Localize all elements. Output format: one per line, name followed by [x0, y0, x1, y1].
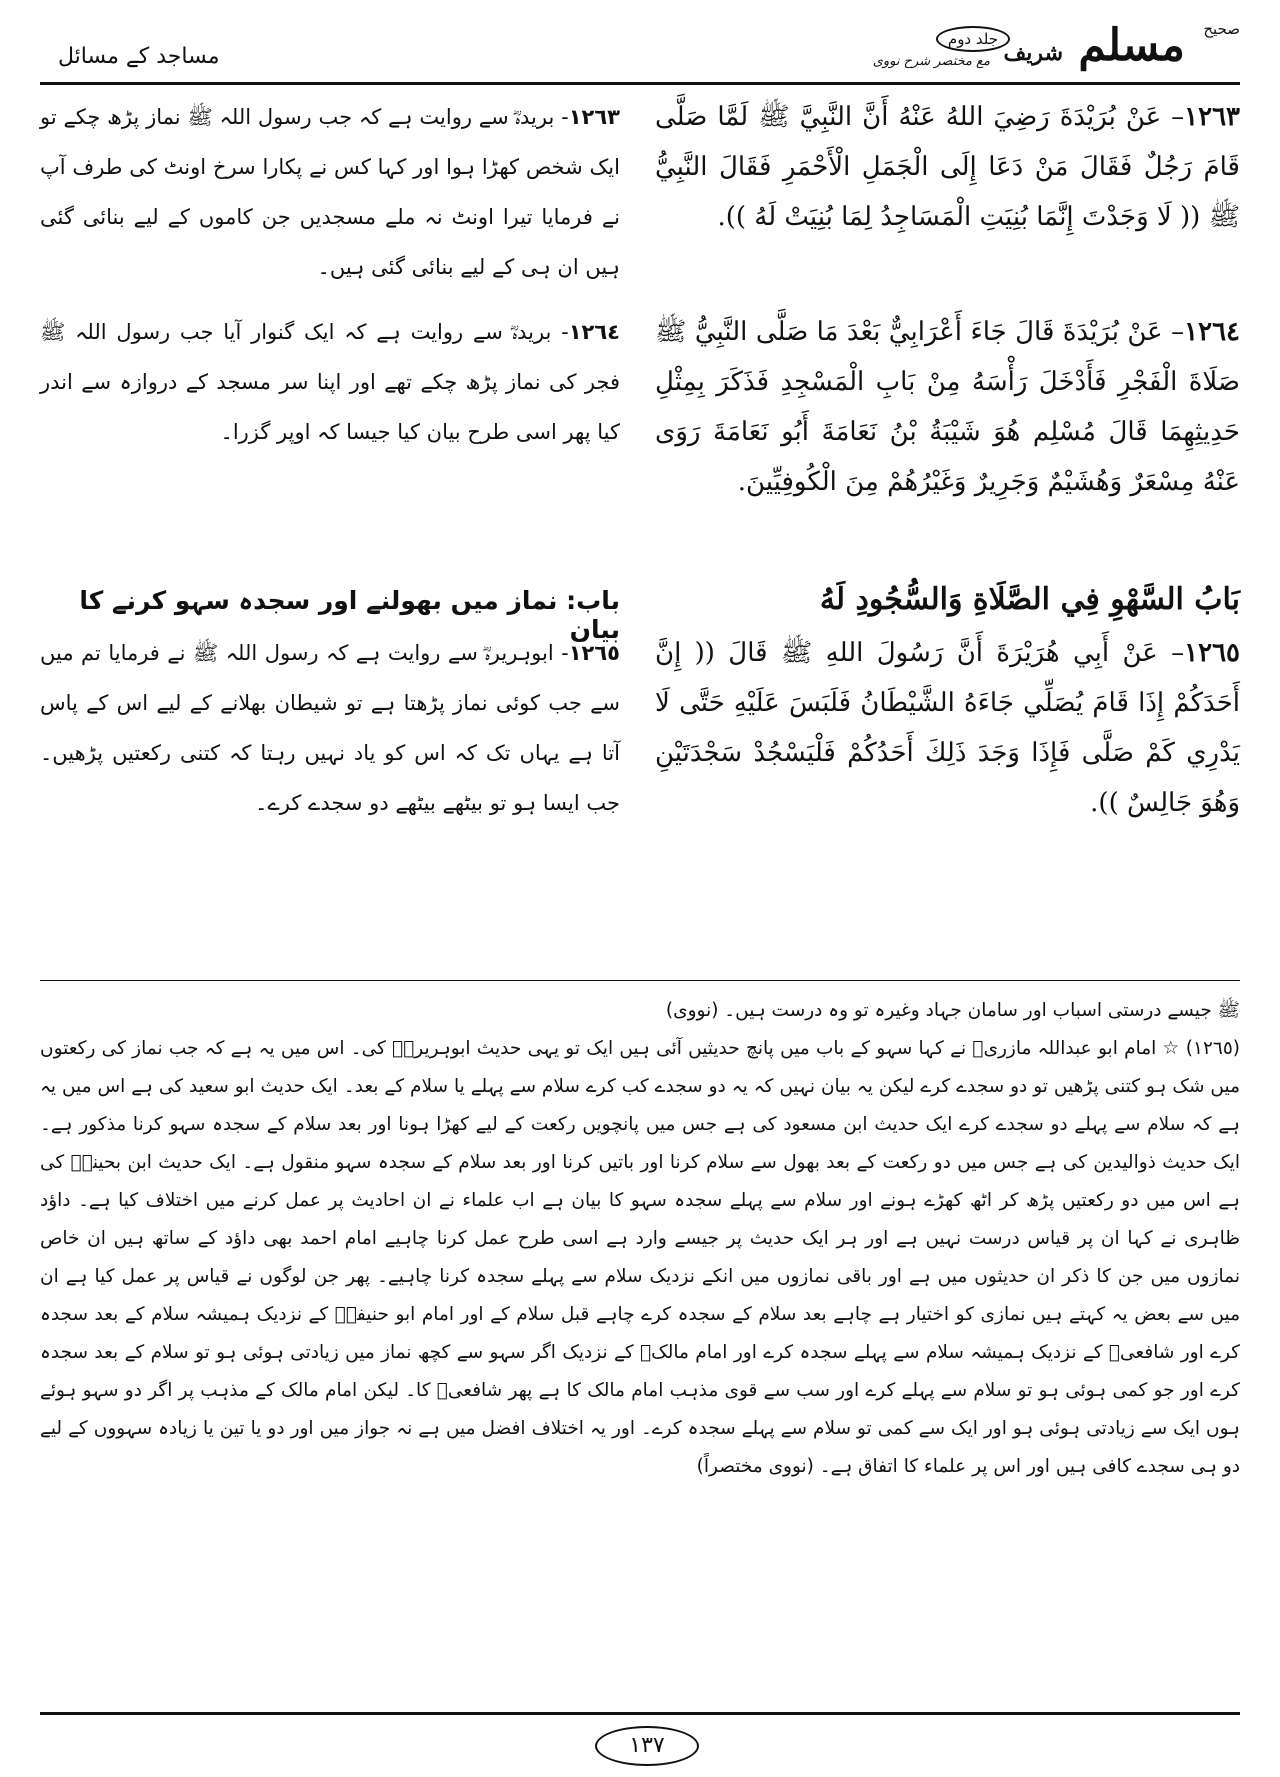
chapter-heading-urdu: باب: نماز میں بھولنے اور سجدہ سہو کرنے کا بیان — [79, 586, 620, 644]
page-number: ١٣٧ — [595, 1726, 699, 1766]
footer-divider — [40, 1712, 1240, 1715]
footnote: ﷺ جیسے درستی اسباب اور سامان جہاد وغیرہ تو وہ درست ہیں۔ (نووی) — [665, 1000, 1240, 1021]
commentary-paragraph: (١٢٦٥) ☆ امام ابو عبداللہ مازریؒ نے کہا سہو کے باب میں پانچ حدیثیں آئی ہیں ایک تو یہی حدیث ابوہریرہؓ کی۔ اس میں یہ ہے کہ جب نماز کی رکعتوں میں شک ہو کتنی پڑھیں تو دو سجدے کرے لیکن یہ بیان نہیں کہ یہ دو سجدے کب کرے سلام سے پہلے یا سلام کے بعد۔ ایک حدیث ابو سعید کی ہے اس میں یہ ہے کہ سلام سے پہلے دو سجدے کرے ایک حدیث ابن مسعود کی ہے جس میں پانچویں رکعت کے لیے کھڑا ہونا اور بعد سلام کے سجدہ سہو کرنا مذکور ہے۔ ایک حدیث ذوالیدین کی ہے جس میں دو رکعت کے بعد بھول سے سلام کرنا اور باتیں کرنا اور بعد سلام کے سجدہ سہو منقول ہے۔ ایک حدیث ابن بحینہؓ کی ہے اس میں دو رکعتیں پڑھ کر اٹھ کھڑے ہونے اور سلام سے پہلے سجدہ سہو کا بیان ہے اب علماء نے ان احادیث پر عمل کرنے میں اختلاف کیا ہے۔ داؤد ظاہری نے کہا ان پر قیاس درست نہیں ہے اور ہر ایک حدیث پر جیسے وارد ہے اسی طرح عمل کرنا چاہیے امام احمد بھی داؤد کے ساتھ ہیں ان خاص نمازوں میں جن کا ذکر ان حدیثوں میں ہے اور باقی نمازوں میں انکے نزدیک سلام سے پہلے سجدہ کرنا چاہیے۔ پھر جن لوگوں نے قیاس پر عمل کیا ہے ان میں سے بعض یہ کہتے ہیں نمازی کو اختیار ہے چاہے بعد سلام کے سجدہ کرے چاہے قبل سلام کے اور امام ابو حنیفہؒ کے نزدیک ہمیشہ سلام کے بعد سجدہ کرے اور شافعیؒ کے نزدیک ہمیشہ سلام سے پہلے سجدہ کرے اور امام مالکؒ کے نزدیک اگر سہو سے کچھ نماز میں زیادتی ہوئی ہو تو سلام کے بعد سجدہ کرے اور جو کمی ہوئی ہو تو سلام سے پہلے کرے اور سب سے قوی مذہب امام مالک کا ہے پھر شافعیؒ کا۔ لیکن امام مالک کے مذہب پر اگر دو سہو ہوئے ہوں ایک سے زیادتی ہوئی ہو اور ایک سے کمی تو سلام سے پہلے سجدہ کرے۔ اور یہ اختلاف افضل میں ہے نہ جواز میں اور دو یا تین یا زیادہ سہووں کے لیے دو ہی سجدے کافی ہیں اور اس پر علماء کا اتفاق ہے۔ (نووی مختصراً) — [40, 1038, 1240, 1477]
commentary-notes — [40, 992, 1240, 1486]
page — [40, 0, 1240, 1777]
hadith-number: ١٢٦٤ — [1184, 317, 1240, 347]
chapter-heading-arabic: بَابُ السَّهْوِ فِي الصَّلَاةِ وَالسُّجُودِ لَهُ — [819, 582, 1240, 617]
hadith-1265-urdu: ١٢٦٥- ابوہریرہؓ سے روایت ہے کہ رسول اللہ ﷺ نے فرمایا تم میں سے جب کوئی نماز پڑھتا ہے تو شیطان بھلانے کے لیے اس کے پاس آتا ہے یہاں تک کہ اس کو یاد نہیں رہتا کہ کتنی رکعتیں پڑھیں۔ جب ایسا ہو تو بیٹھے بیٹھے دو سجدے کرے۔ — [40, 641, 620, 815]
hadith-text: عَنْ بُرَيْدَةَ رَضِيَ اللهُ عَنْهُ أَنَّ النَّبِيَّ ﷺ لَمَّا صَلَّى قَامَ رَجُلٌ فَقَالَ مَنْ دَعَا إِلَى الْجَمَلِ الْأَحْمَرِ فَقَالَ النَّبِيُّ ﷺ (( لَا وَجَدْتَ إِنَّمَا بُنِيَتِ الْمَسَاجِدُ لِمَا بُنِيَتْ لَهُ )). — [655, 102, 1240, 232]
hadith-text: عَنْ بُرَيْدَةَ قَالَ جَاءَ أَعْرَابِيٌّ بَعْدَ مَا صَلَّى النَّبِيُّ ﷺ صَلَاةَ الْفَجْرِ فَأَدْخَلَ رَأْسَهُ مِنْ بَابِ الْمَسْجِدِ فَذَكَرَ بِمِثْلِ حَدِيثِهِمَا قَالَ مُسْلِم هُوَ شَيْبَةُ بْنُ نَعَامَةَ أَبُو نَعَامَةَ رَوَى عَنْهُ مِسْعَرٌ وَهُشَيْمٌ وَجَرِيرٌ وَغَيْرُهُمْ مِنَ الْكُوفِيِّينَ. — [655, 317, 1240, 497]
book-title-suffix: شریف — [1003, 40, 1063, 66]
hadith-translation: بریدہؓ سے روایت ہے کہ جب رسول اللہ ﷺ نماز پڑھ چکے تو ایک شخص کھڑا ہوا اور کہا کس نے پکارا سرخ اونٹ کی طرف آپ نے فرمایا تیرا اونٹ نہ ملے مسجدیں جن کاموں کے لیے بنائی گئی ہیں ان ہی کے لیے بنائی گئی ہیں۔ — [40, 105, 620, 279]
running-chapter-title: مساجد کے مسائل — [58, 44, 220, 69]
hadith-translation: بریدہؓ سے روایت ہے کہ ایک گنوار آیا جب رسول اللہ ﷺ فجر کی نماز پڑھ چکے تھے اور اپنا سر مسجد کے دروازہ سے اندر کیا پھر اسی طرح بیان کیا جیسا کہ اوپر گزرا۔ — [40, 320, 620, 444]
book-title-main: مسلم — [1078, 20, 1185, 71]
hadith-number: ١٢٦٥ — [568, 641, 620, 665]
hadith-1263-urdu: ١٢٦٣- بریدہؓ سے روایت ہے کہ جب رسول اللہ ﷺ نماز پڑھ چکے تو ایک شخص کھڑا ہوا اور کہا کس نے پکارا سرخ اونٹ کی طرف آپ نے فرمایا تیرا اونٹ نہ ملے مسجدیں جن کاموں کے لیے بنائی گئی ہیں ان ہی کے لیے بنائی گئی ہیں۔ — [40, 105, 620, 279]
hadith-translation: ابوہریرہؓ سے روایت ہے کہ رسول اللہ ﷺ نے فرمایا تم میں سے جب کوئی نماز پڑھتا ہے تو شیطان بھلانے کے لیے اس کے پاس آتا ہے یہاں تک کہ اس کو یاد نہیں رہتا کہ کتنی رکعتیں پڑھیں۔ جب ایسا ہو تو بیٹھے بیٹھے دو سجدے کرے۔ — [40, 641, 620, 815]
hadith-1264-urdu: ١٢٦٤- بریدہؓ سے روایت ہے کہ ایک گنوار آیا جب رسول اللہ ﷺ فجر کی نماز پڑھ چکے تھے اور اپنا سر مسجد کے دروازہ سے اندر کیا پھر اسی طرح بیان کیا جیسا کہ اوپر گزرا۔ — [40, 320, 620, 444]
hadith-1264-arabic: ١٢٦٤– عَنْ بُرَيْدَةَ قَالَ جَاءَ أَعْرَابِيٌّ بَعْدَ مَا صَلَّى النَّبِيُّ ﷺ صَلَاةَ الْفَجْرِ فَأَدْخَلَ رَأْسَهُ مِنْ بَابِ الْمَسْجِدِ فَذَكَرَ بِمِثْلِ حَدِيثِهِمَا قَالَ مُسْلِم هُوَ شَيْبَةُ بْنُ نَعَامَةَ أَبُو نَعَامَةَ رَوَى عَنْهُ مِسْعَرٌ وَهُشَيْمٌ وَجَرِيرٌ وَغَيْرُهُمْ مِنَ الْكُوفِيِّينَ. — [655, 317, 1240, 497]
hadith-1263-arabic: ١٢٦٣– عَنْ بُرَيْدَةَ رَضِيَ اللهُ عَنْهُ أَنَّ النَّبِيَّ ﷺ لَمَّا صَلَّى قَامَ رَجُلٌ فَقَالَ مَنْ دَعَا إِلَى الْجَمَلِ الْأَحْمَرِ فَقَالَ النَّبِيُّ ﷺ (( لَا وَجَدْتَ إِنَّمَا بُنِيَتِ الْمَسَاجِدُ لِمَا بُنِيَتْ لَهُ )). — [655, 102, 1240, 232]
commentary-calligraphy: مع مختصر شرح نووی — [872, 54, 990, 69]
hadith-number: ١٢٦٣ — [568, 105, 620, 129]
hadith-text: عَنْ أَبِي هُرَيْرَةَ أَنَّ رَسُولَ اللهِ ﷺ قَالَ (( إِنَّ أَحَدَكُمْ إِذَا قَامَ يُصَلِّي جَاءَهُ الشَّيْطَانُ فَلَبَسَ عَلَيْهِ حَتَّى لَا يَدْرِي كَمْ صَلَّى فَإِذَا وَجَدَ ذَلِكَ أَحَدُكُمْ فَلْيَسْجُدْ سَجْدَتَيْنِ وَهُوَ جَالِسٌ )). — [655, 638, 1240, 818]
page-header — [40, 20, 1240, 80]
hadith-number: ١٢٦٤ — [568, 320, 620, 344]
hadith-number: ١٢٦٣ — [1184, 102, 1240, 132]
notes-divider — [40, 980, 1240, 981]
header-divider — [40, 82, 1240, 85]
book-title-prefix: صحیح — [1203, 20, 1240, 38]
book-title — [1004, 20, 1185, 71]
hadith-1265-arabic: ١٢٦٥– عَنْ أَبِي هُرَيْرَةَ أَنَّ رَسُولَ اللهِ ﷺ قَالَ (( إِنَّ أَحَدَكُمْ إِذَا قَامَ يُصَلِّي جَاءَهُ الشَّيْطَانُ فَلَبَسَ عَلَيْهِ حَتَّى لَا يَدْرِي كَمْ صَلَّى فَإِذَا وَجَدَ ذَلِكَ أَحَدُكُمْ فَلْيَسْجُدْ سَجْدَتَيْنِ وَهُوَ جَالِسٌ )). — [655, 638, 1240, 818]
hadith-number: ١٢٦٥ — [1184, 638, 1240, 668]
volume-badge: جلد دوم — [936, 26, 1010, 52]
